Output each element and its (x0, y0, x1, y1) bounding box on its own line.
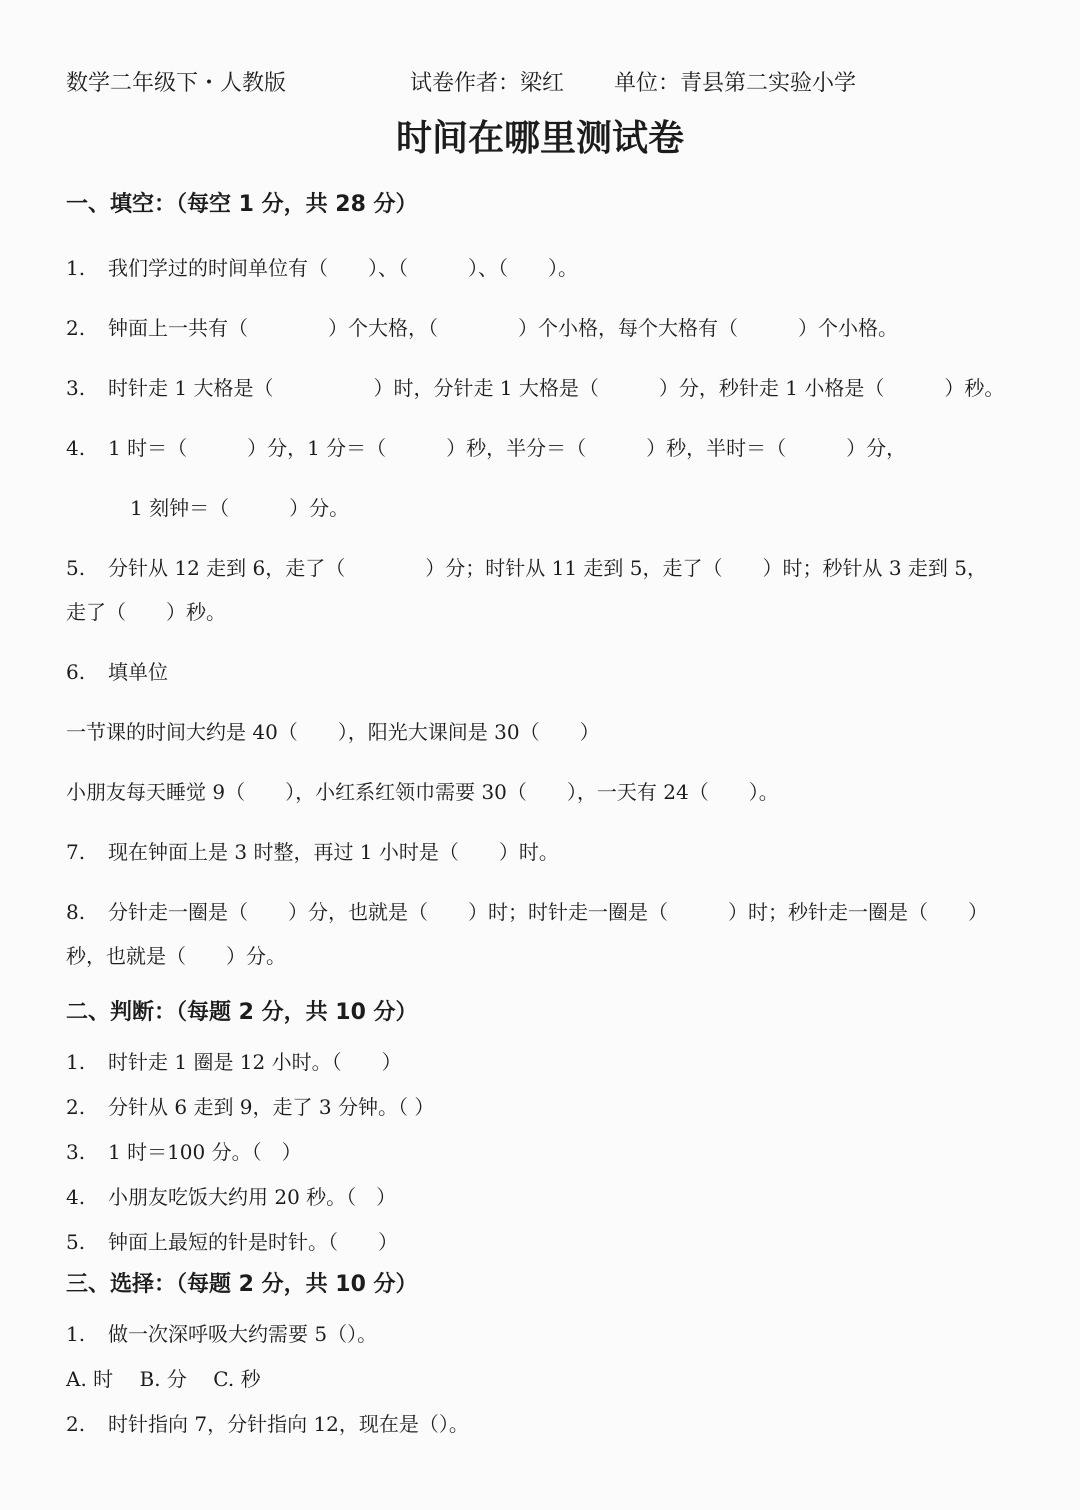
question-text: 现在钟面上是 3 时整，再过 1 小时是（ ）时。 (108, 840, 559, 864)
question-3 (66, 376, 1004, 400)
question-number: 1. (66, 1322, 86, 1346)
author-label: 试卷作者：梁红 (410, 71, 565, 96)
question-text: 分针从 12 走到 6，走了（ ）分；时针从 11 走到 5，走了（ ）时；秒针从 3 走到 5， (108, 556, 988, 580)
section-choice-heading: 三、选择：（每题 2 分，共 10 分） (66, 1272, 418, 1297)
judge-item (66, 1140, 302, 1164)
question-number: 1. (66, 256, 86, 280)
question-text: 做一次深呼吸大约需要 5（）。 (108, 1322, 378, 1346)
question-number: 5. (66, 556, 86, 580)
section-fill-heading: 一、填空：（每空 1 分，共 28 分） (66, 192, 418, 217)
question-number: 5. (66, 1230, 86, 1254)
question-number: 8. (66, 900, 86, 924)
question-number: 2. (66, 316, 86, 340)
question-2 (66, 316, 898, 340)
question-8 (66, 900, 988, 924)
question-number: 2. (66, 1095, 86, 1119)
judge-item (66, 1230, 398, 1254)
choice-question-2 (66, 1412, 469, 1436)
question-text: 1 时＝100 分。（ ） (108, 1140, 302, 1164)
unit-label: 单位：青县第二实验小学 (614, 71, 857, 96)
question-number: 7. (66, 840, 86, 864)
question-text: 填单位 (108, 660, 168, 684)
question-5-continued: 走了（ ）秒。 (66, 600, 226, 624)
question-text: 小朋友吃饭大约用 20 秒。（ ） (108, 1185, 397, 1209)
question-number: 3. (66, 1140, 86, 1164)
subject-label: 数学二年级下・人教版 (66, 71, 287, 96)
question-number: 4. (66, 436, 86, 460)
section-judge-heading: 二、判断：（每题 2 分，共 10 分） (66, 1000, 418, 1025)
question-number: 6. (66, 660, 86, 684)
question-4-continued: 1 刻钟＝（ ）分。 (130, 496, 350, 520)
question-text: 时针走 1 大格是（ ）时，分针走 1 大格是（ ）分，秒针走 1 小格是（ ）秒。 (108, 376, 1005, 400)
question-text: 时针指向 7，分针指向 12，现在是（）。 (108, 1412, 469, 1436)
question-number: 2. (66, 1412, 86, 1436)
question-text: 分针走一圈是（ ）分，也就是（ ）时；时针走一圈是（ ）时；秒针走一圈是（ ） (108, 900, 988, 924)
question-6 (66, 660, 168, 684)
question-6-line-2: 小朋友每天睡觉 9（ ），小红系红领巾需要 30（ ），一天有 24（ ）。 (66, 780, 779, 804)
judge-item (66, 1185, 396, 1209)
question-7 (66, 840, 559, 864)
question-text: 我们学过的时间单位有（ ）、（ ）、（ ）。 (108, 256, 578, 280)
question-text: 时针走 1 圈是 12 小时。（ ） (108, 1050, 402, 1074)
choice-options: A. 时 B. 分 C. 秒 (66, 1367, 261, 1391)
question-5 (66, 556, 987, 580)
question-text: 1 时＝（ ）分，1 分＝（ ）秒，半分＝（ ）秒，半时＝（ ）分， (108, 436, 907, 460)
question-1 (66, 256, 578, 280)
judge-item (66, 1050, 402, 1074)
question-6-line-1: 一节课的时间大约是 40（ ），阳光大课间是 30（ ） (66, 720, 600, 744)
judge-item (66, 1095, 434, 1119)
question-text: 钟面上最短的针是时针。（ ） (108, 1230, 398, 1254)
question-number: 1. (66, 1050, 86, 1074)
question-number: 4. (66, 1185, 86, 1209)
question-8-continued: 秒，也就是（ ）分。 (66, 944, 286, 968)
question-number: 3. (66, 376, 86, 400)
question-4 (66, 436, 906, 460)
page-title: 时间在哪里测试卷 (395, 118, 684, 159)
question-text: 分针从 6 走到 9，走了 3 分钟。（ ） (108, 1095, 435, 1119)
choice-question-1 (66, 1322, 377, 1346)
question-text: 钟面上一共有（ ）个大格，（ ）个小格，每个大格有（ ）个小格。 (108, 316, 898, 340)
